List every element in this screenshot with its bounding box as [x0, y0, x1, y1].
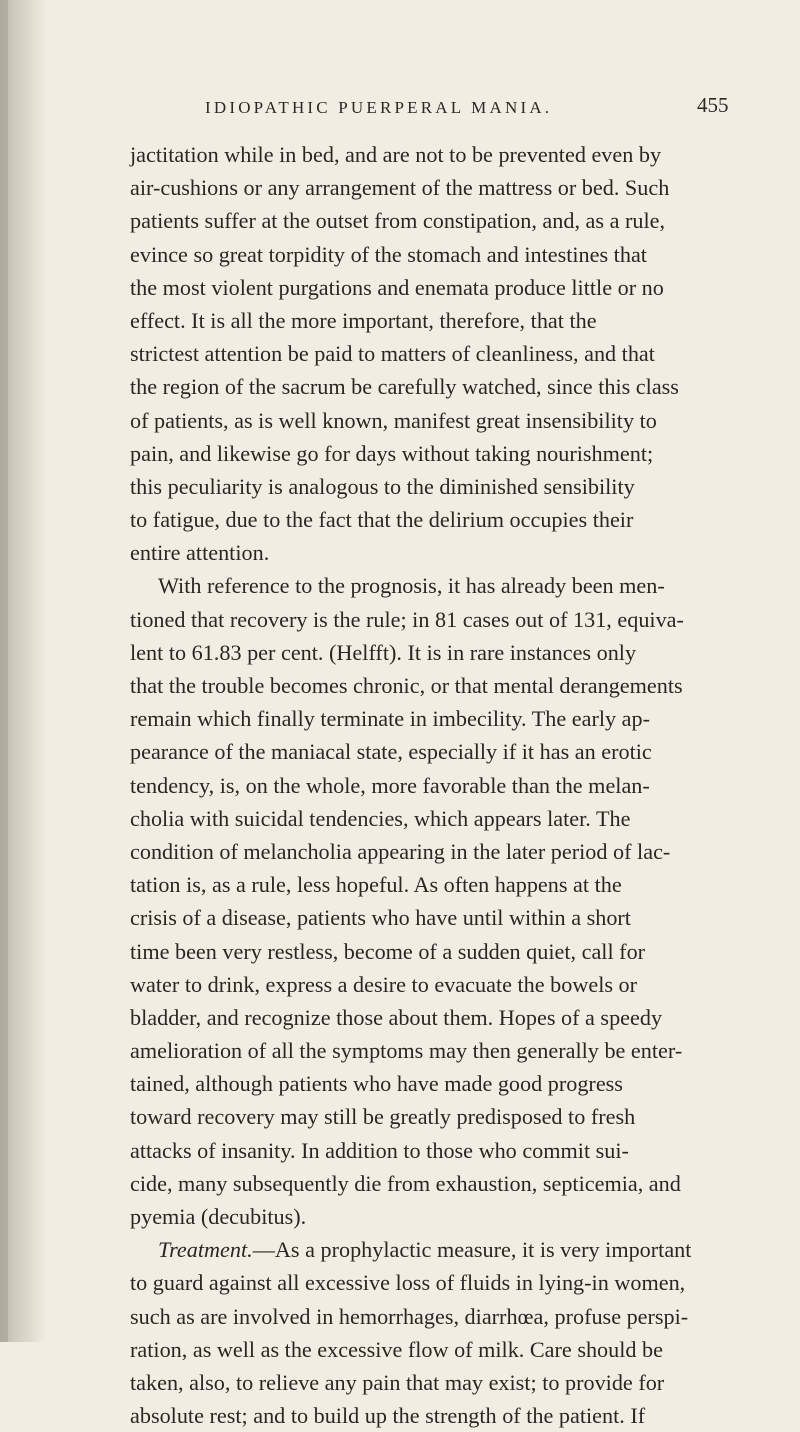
text-line: bladder, and recognize those about them. Hopes of a speedy: [130, 1004, 663, 1030]
text-line: water to drink, express a desire to evacuate the bowels or: [130, 971, 638, 997]
text-line: effect. It is all the more important, therefore, that the: [130, 307, 597, 333]
text-line: condition of melancholia appearing in the later period of lac-: [130, 838, 671, 864]
text-line: patients suffer at the outset from constipation, and, as a rule,: [130, 208, 666, 234]
text-line: air-cushions or any arrangement of the mattress or bed. Such: [130, 175, 670, 201]
text-line: pyemia (decubitus).: [130, 1204, 307, 1229]
text-line: tained, although patients who have made good progress: [130, 1071, 623, 1097]
text-line: tioned that recovery is the rule; in 81 cases out of 131, equiva-: [130, 606, 684, 632]
text-line: the most violent purgations and enemata produce little or no: [130, 274, 664, 300]
text-line: such as are involved in hemorrhages, diarrhœa, profuse perspi-: [130, 1303, 689, 1329]
text-line: evince so great torpidity of the stomach and intestines that: [130, 241, 647, 267]
text-line: lent to 61.83 per cent. (Helfft). It is in rare instances only: [130, 639, 637, 665]
text-line: taken, also, to relieve any pain that may exist; to provide for: [130, 1369, 665, 1395]
text-line: this peculiarity is analogous to the diminished sensibility: [130, 473, 635, 499]
body-text: [130, 138, 760, 1432]
text-line: strictest attention be paid to matters of cleanliness, and that: [130, 341, 655, 367]
text-line: to fatigue, due to the fact that the delirium occupies their: [130, 507, 634, 533]
text-line: the region of the sacrum be carefully watched, since this class: [130, 374, 679, 400]
text-line: of patients, as is well known, manifest great insensibility to: [130, 407, 657, 433]
paragraph-start-line: With reference to the prognosis, it has already been men-: [158, 573, 665, 599]
running-head: IDIOPATHIC PUERPERAL MANIA.: [205, 98, 553, 117]
text-line: that the trouble becomes chronic, or that mental derangements: [130, 673, 683, 698]
text-line: remain which finally terminate in imbecility. The early ap-: [130, 706, 650, 732]
text-line: pearance of the maniacal state, especially if it has an erotic: [130, 739, 652, 765]
text-line: tation is, as a rule, less hopeful. As often happens at the: [130, 872, 622, 898]
treatment-first-line: —As a prophylactic measure, it is very important: [252, 1237, 692, 1263]
text-line: cholia with suicidal tendencies, which appears later. The: [130, 805, 631, 831]
page-number: 455: [697, 93, 729, 117]
treatment-heading: Treatment.: [158, 1237, 253, 1263]
text-line: jactitation while in bed, and are not to be prevented even by: [130, 142, 662, 167]
text-line: to guard against all excessive loss of fluids in lying-in women,: [130, 1270, 686, 1296]
text-line: ration, as well as the excessive flow of milk. Care should be: [130, 1336, 663, 1362]
text-line: attacks of insanity. In addition to those who commit sui-: [130, 1137, 629, 1163]
text-line: pain, and likewise go for days without taking nourishment;: [130, 440, 654, 466]
text-line: entire attention.: [130, 540, 270, 566]
treatment-paragraph-start: [130, 1233, 760, 1266]
text-line: absolute rest; and to build up the strength of the patient. If: [130, 1403, 646, 1429]
text-line: tendency, is, on the whole, more favorable than the melan-: [130, 772, 650, 798]
text-line: crisis of a disease, patients who have until within a short: [130, 905, 631, 931]
page-binding-edge: [0, 0, 8, 1342]
text-line: time been very restless, become of a sudden quiet, call for: [130, 938, 646, 964]
text-line: cide, many subsequently die from exhaustion, septicemia, and: [130, 1170, 681, 1196]
text-line: toward recovery may still be greatly predisposed to fresh: [130, 1104, 636, 1130]
text-line: amelioration of all the symptoms may then generally be enter-: [130, 1038, 683, 1064]
